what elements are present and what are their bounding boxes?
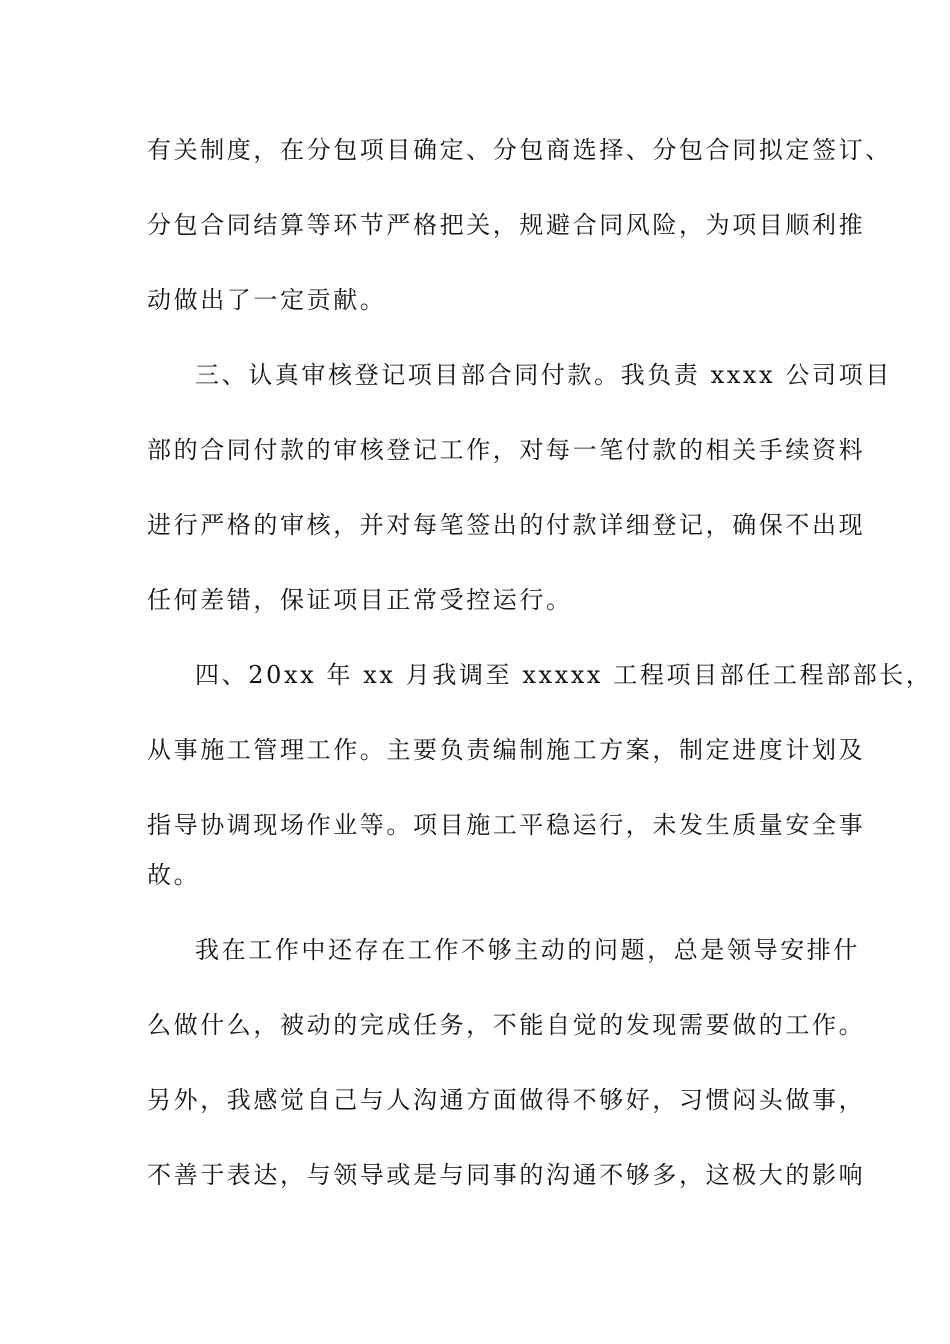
text-line-10: 指导协调现场作业等。项目施工平稳运行，未发生质量安全事 [147,811,866,839]
text-line-2: 分包合同结算等环节严格把关，规避合同风险，为项目顺利推 [147,211,866,239]
text-line-6: 进行严格的审核，并对每笔签出的付款详细登记，确保不出现 [147,511,866,539]
text-line-9: 从事施工管理工作。主要负责编制施工方案，制定进度计划及 [147,736,866,764]
text-line-4: 三、认真审核登记项目部合同付款。我负责 xxxx 公司项目 [195,361,892,389]
text-line-7: 任何差错，保证项目正常受控运行。 [147,586,573,614]
text-line-3: 动做出了一定贡献。 [147,286,387,314]
text-line-11: 故。 [147,861,201,889]
text-line-13: 么做什么，被动的完成任务，不能自觉的发现需要做的工作。 [147,1011,866,1039]
text-line-12: 我在工作中还存在工作不够主动的问题，总是领导安排什 [195,936,860,964]
text-line-15: 不善于表达，与领导或是与同事的沟通不够多，这极大的影响 [147,1161,866,1189]
text-line-14: 另外，我感觉自己与人沟通方面做得不够好，习惯闷头做事， [147,1086,866,1114]
text-line-8: 四、20xx 年 xx 月我调至 xxxxx 工程项目部任工程部部长， [195,661,933,689]
text-line-1: 有关制度，在分包项目确定、分包商选择、分包合同拟定签订、 [147,136,892,164]
text-line-5: 部的合同付款的审核登记工作，对每一笔付款的相关手续资料 [147,436,866,464]
